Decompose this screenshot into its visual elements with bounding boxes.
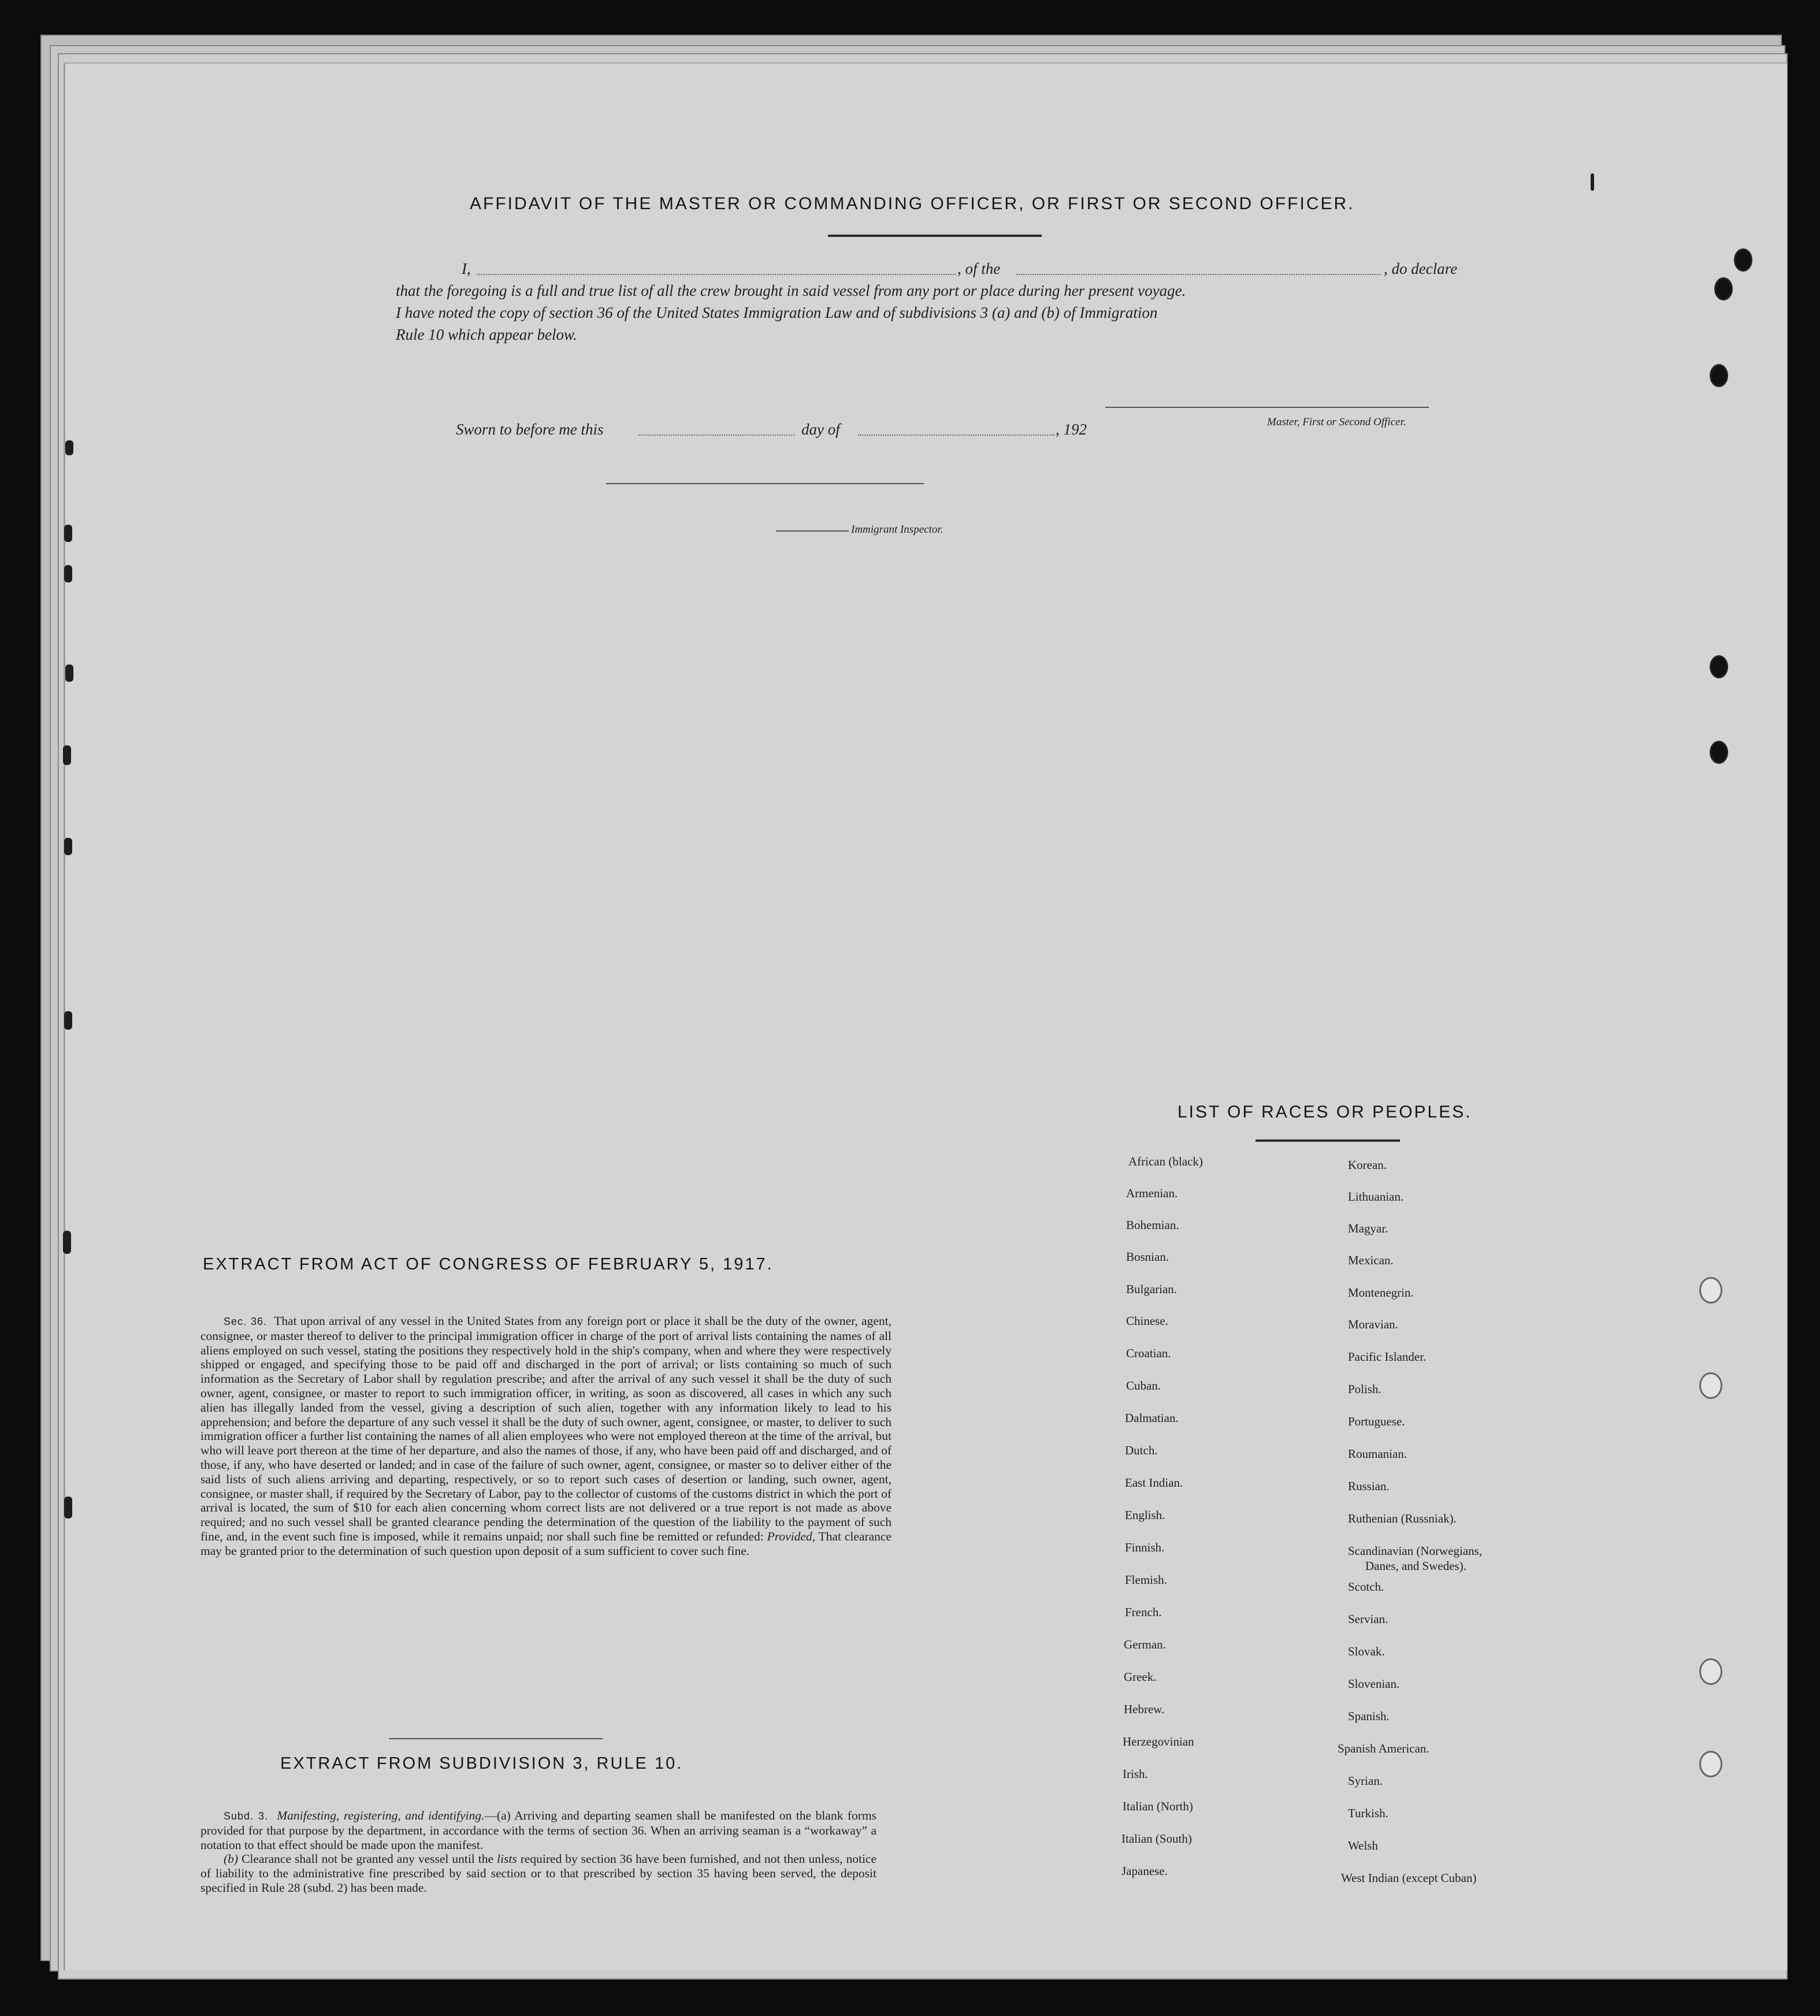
year-text: , 192 [1056,421,1087,438]
race-item: Hebrew. [1124,1702,1165,1716]
race-item: Ruthenian (Russniak). [1348,1512,1457,1525]
races-title-rule [1256,1139,1400,1142]
affidavit-line2: that the foregoing is a full and true list of all the crew brought in said vessel from any port or place during her present voyage. [396,282,1186,299]
sec-label: Sec. 36. [224,1316,267,1327]
race-item: Chinese. [1126,1314,1168,1328]
subd-b-label: (b) [224,1852,239,1866]
race-item: Herzegovinian [1123,1735,1194,1748]
race-item: Japanese. [1121,1864,1168,1878]
binder-hole-icon [1714,277,1733,300]
race-item: Armenian. [1126,1186,1178,1200]
race-item: Italian (North) [1123,1799,1193,1813]
sec-provided: Provided, [767,1529,816,1543]
race-item: Irish. [1123,1767,1148,1781]
rule-subdivision-3 [200,1809,876,1895]
race-item: Italian (South) [1121,1832,1192,1846]
sec-tail: That clearance may be granted prior to the determination of such question upon deposit of a sum sufficient to cover such fine. [200,1529,892,1558]
ink-mark-icon [64,1497,72,1519]
race-item: Polish. [1348,1382,1381,1396]
subd-b-text2: required by section 36 have been furnished, and not then unless, notice of liability to the administrative fine prescribed by said section or to that prescribed by section 35 having been served, the deposit specified in Rule 28 (subd. 2) has been made. [200,1852,877,1895]
race-item: Lithuanian. [1348,1190,1404,1204]
race-item: Finnish. [1125,1540,1165,1554]
race-item: Korean. [1348,1158,1387,1172]
rule-title: EXTRACT FROM SUBDIVISION 3, RULE 10. [280,1754,684,1773]
affidavit-title: AFFIDAVIT OF THE MASTER OR COMMANDING OFFICER, OR FIRST OR SECOND OFFICER. [470,194,1355,213]
binder-hole-icon [1699,1372,1722,1399]
race-item: Bulgarian. [1126,1282,1178,1296]
binder-hole-icon [1710,655,1728,678]
race-item: African (black) [1128,1154,1203,1168]
ink-mark-icon [64,1011,72,1030]
ink-mark-icon [64,838,72,855]
inspector-signature-line[interactable] [606,483,924,484]
inspector-label: Immigrant Inspector. [851,524,944,536]
ink-mark-icon [64,565,72,582]
race-item: Spanish American. [1338,1742,1429,1755]
vessel-name-blank[interactable] [1016,274,1380,275]
race-item: Dalmatian. [1125,1411,1179,1425]
master-signature-line[interactable] [1105,407,1429,408]
race-item: Danes, and Swedes). [1365,1559,1466,1573]
declarant-name-blank[interactable] [477,274,956,275]
subd-a-text: Arriving and departing seamen shall be manifested on the blank forms provided for that purpose by the department, in accordance with the terms of section 36. When an arriving seaman is a “workaway” a notation to that effect should be made upon the manifest. [200,1809,876,1852]
ink-mark-icon [1591,173,1594,191]
race-item: Roumanian. [1348,1447,1407,1461]
race-item: Portuguese. [1348,1414,1405,1428]
binder-hole-icon [1710,741,1728,764]
race-item: Russian. [1348,1479,1390,1493]
subd-label: Subd. 3. [224,1810,269,1822]
affidavit-title-rule [828,235,1042,237]
race-item: Pacific Islander. [1348,1350,1427,1364]
sec-text: That upon arrival of any vessel in the United States from any foreign port or place it shall be the duty of the owner, agent, consignee, or master thereof to deliver to the principal immigration officer in charge of the port of arrival lists containing the names of all aliens employed on such vessel, stating the positions they respectively hold in the ship's company, when and where they were respectively shipped or engaged, and specifying those to be paid off and discharged in the port of arrival; or lists containing so much of such information as the Secretary of Labor shall by regulation prescribe; and after the arrival of any such vessel it shall be the duty of such owner, agent, consignee, or master to report to such immigration officer, in writing, as soon as discovered, all cases in which any such alien has illegally landed from the vessel, giving a description of such alien, together with any information likely to lead to his apprehension; and before the departure of any such vessel it shall be the duty of such owner, agent, consignee, or master, to deliver to such immigration officer a further list containing the names of all alien employees who were not employed thereon at the time of the arrival, but who will leave port thereon at the time of her departure, and also the names of those, if any, who have been paid off and discharged, and of those, if any, who have deserted or landed; and in case of the failure of such owner, agent, consignee, or master so to deliver either of the said lists of such aliens arriving and departing, respectively, or so to report such cases of desertion or landing, such owner, agent, consignee, or master shall, if required by the Secretary of Labor, pay to the collector of customs of the customs district in which the port of arrival is located, the sum of $10 for each alien concerning whom correct lists are not delivered or a true report is not made as above required; and no such vessel shall be granted clearance pending the determination of the question of the liability to the payment of such fine, and, in the event such fine is imposed, while it remains unpaid; nor shall such fine be remitted or refunded: [200,1314,892,1543]
race-item: Welsh [1348,1839,1378,1852]
race-item: Moravian. [1348,1317,1398,1331]
race-item: Slovenian. [1348,1677,1400,1691]
subd-a-label: —(a) [484,1809,511,1822]
binder-hole-icon [1734,248,1752,272]
affidavit-declare: , do declare [1384,260,1458,277]
inspector-short-line [776,530,849,532]
race-item: West Indian (except Cuban) [1341,1871,1477,1885]
affidavit-line1 [462,258,1525,281]
subd-b-text1: Clearance shall not be granted any vessel until the [242,1852,494,1866]
affidavit-of-the: , of the [957,260,1001,277]
subd-b-lists: lists [497,1852,517,1866]
ink-mark-icon [64,525,72,542]
sworn-text: Sworn to before me this [456,421,604,438]
document-sheet [64,62,1787,1970]
race-item: Croatian. [1126,1346,1171,1360]
ink-mark-icon [63,1231,71,1254]
day-of-text: day of [801,421,840,438]
race-item: German. [1124,1638,1166,1651]
race-item: East Indian. [1125,1476,1183,1490]
binder-hole-icon [1699,1751,1722,1777]
race-item: Montenegrin. [1348,1286,1414,1300]
affidavit-i: I, [462,260,471,277]
sworn-month-blank[interactable] [858,435,1054,436]
race-item: English. [1125,1508,1165,1522]
race-item: Bosnian. [1126,1250,1169,1264]
subd-heading: Manifesting, registering, and identifying. [277,1809,485,1822]
race-item: Servian. [1348,1612,1388,1626]
race-item: Bohemian. [1126,1218,1179,1232]
affidavit-line4: Rule 10 which appear below. [396,326,577,343]
race-item: Slovak. [1348,1644,1385,1658]
master-label: Master, First or Second Officer. [1267,416,1406,428]
race-item: Cuban. [1126,1379,1161,1393]
race-item: Mexican. [1348,1253,1394,1267]
act-title: EXTRACT FROM ACT OF CONGRESS OF FEBRUARY 5, 1917. [203,1255,774,1274]
binder-hole-icon [1699,1658,1722,1685]
race-item: Magyar. [1348,1222,1388,1235]
binder-hole-icon [1710,364,1728,387]
ink-mark-icon [63,745,71,765]
act-section-36 [200,1314,892,1558]
sworn-day-blank[interactable] [638,435,794,436]
race-item: Flemish. [1125,1573,1167,1587]
binder-hole-icon [1699,1277,1722,1304]
section-divider [389,1738,603,1739]
races-title: LIST OF RACES OR PEOPLES. [1178,1102,1472,1122]
race-item: Spanish. [1348,1709,1390,1723]
race-item: Scandinavian (Norwegians, [1348,1544,1483,1558]
affidavit-line3: I have noted the copy of section 36 of the United States Immigration Law and of subdivisions 3 (a) and (b) of Immigration [396,304,1158,321]
race-item: Dutch. [1125,1443,1158,1457]
race-item: Syrian. [1348,1774,1383,1788]
ink-mark-icon [65,664,73,682]
race-item: Greek. [1124,1670,1157,1684]
race-item: Turkish. [1348,1806,1388,1820]
race-item: French. [1125,1605,1162,1619]
race-item: Scotch. [1348,1580,1384,1594]
ink-mark-icon [65,440,73,455]
